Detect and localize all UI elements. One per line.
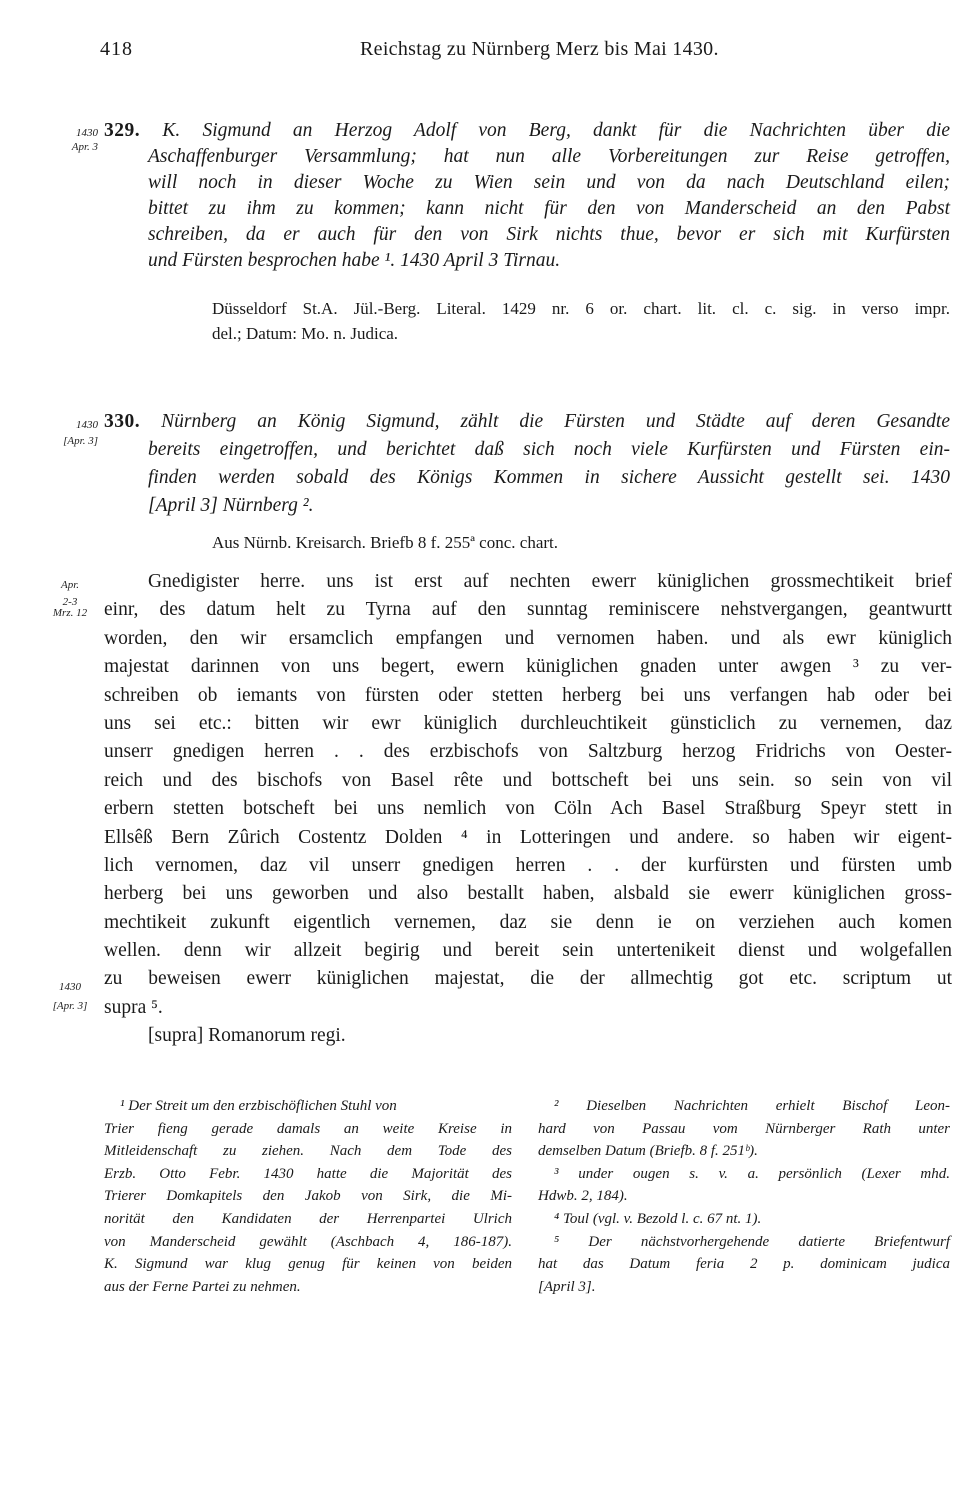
- letter-line: reich und des bischofs von Basel rête und bottscheft bei uns sein. so sein von vil: [104, 769, 952, 791]
- letter-line: einr, des datum helt zu Tyrna auf den sunntag reminiscere nehstvergangen, geantwurtt: [104, 599, 952, 621]
- footnotes-right: [538, 1095, 950, 1298]
- letter-line: lich vernomen, daz vil unserr gnedigen herren . . der kurfürsten und fürsten umb: [104, 854, 952, 876]
- margin-date-330: [Apr. 3]: [63, 435, 98, 447]
- letter-line: zu beweisen ewerr küniglichen majestat, die der allmechtig got etc. scriptum ut: [104, 968, 952, 990]
- footnote-line: ⁴ Toul (vgl. v. Bezold l. c. 67 nt. 1).: [554, 1210, 762, 1227]
- footnote-line: hard von Passau vom Nürnberger Rath unter: [538, 1120, 950, 1137]
- source-line: del.; Datum: Mo. n. Judica.: [212, 324, 399, 343]
- letter-line: uns sei etc.: bitten wir ewr küniglich durchleuchtikeit günsticlich zu vernemen, daz: [104, 712, 952, 734]
- footnote-line: ² Dieselben Nachrichten erhielt Bischof Leon-: [554, 1098, 950, 1114]
- margin-date-letter-bottom: 1430 [Apr. 3]: [52, 981, 88, 1012]
- footnote-line: Mitleidenschaft zu ziehen. Nach dem Tode des: [104, 1143, 512, 1160]
- letter-line: schreiben ob iemants von fürsten oder stetten herberg bei uns verfangen hab oder bei: [104, 684, 952, 706]
- regest-line: bittet zu ihm zu kommen; kann nicht für den von Manderscheid an den Pabst: [148, 198, 950, 219]
- footnote-line: von Manderscheid gewählt (Aschbach 4, 186-187).: [104, 1233, 512, 1250]
- source-line: Aus Nürnb. Kreisarch. Briefb 8 f. 255ª conc. chart.: [212, 533, 559, 552]
- regest-line: und Fürsten besprochen habe ¹. 1430 April 3 Tirnau.: [148, 250, 561, 271]
- source-note-329: [212, 296, 950, 346]
- regest-329: [104, 118, 950, 274]
- regest-line: will noch in dieser Woche zu Wien sein und von da nach Deutschland eilen;: [148, 172, 950, 193]
- regest-330: [104, 408, 950, 520]
- letter-text: [104, 568, 952, 1051]
- footnote-line: K. Sigmund war klug genug für keinen von beiden: [104, 1256, 512, 1273]
- regest-text: K. Sigmund an Herzog Adolf von Berg, dankt für die Nachrichten über die: [162, 120, 951, 141]
- footnote-line: ³ under ougen s. v. a. persönlich (Lexer mhd.: [554, 1165, 950, 1182]
- footnote-line: Trier fieng gerade damals an weite Kreise in: [104, 1120, 512, 1137]
- source-line: Düsseldorf St.A. Jül.-Berg. Literal. 1429 nr. 6 or. chart. lit. cl. c. sig. in verso impr.: [212, 299, 950, 318]
- letter-line: herberg bei uns geworben und also bestallt haben, alsbald sie ewerr küniglichen gross-: [104, 883, 952, 905]
- regest-line: finden werden sobald des Königs Kommen in sichere Aussicht gestellt sei. 1430: [148, 467, 950, 488]
- margin-year-329: 1430: [76, 127, 98, 139]
- margin-date-329: Apr. 3: [71, 141, 98, 153]
- footnote-line: Erzb. Otto Febr. 1430 hatte die Majorität des: [104, 1165, 512, 1182]
- letter-line: worden, den wir ersamclich empfangen und vernomen haben. und als ewr küniglich: [104, 627, 952, 649]
- footnote-line: [April 3].: [538, 1278, 596, 1295]
- margin-date-letter-top: Apr. 2-3 Mrz. 12: [52, 579, 88, 619]
- letter-line: erbern stetten botscheft bei uns nemlich von Cöln Ach Basel Straßburg Speyr stett in: [104, 798, 952, 820]
- running-title: Reichstag zu Nürnberg Merz bis Mai 1430.: [360, 38, 719, 60]
- running-header: [0, 38, 960, 68]
- regest-line: [April 3] Nürnberg ².: [148, 495, 314, 516]
- footnote-line: ¹ Der Streit um den erzbischöflichen Stuhl von: [120, 1098, 397, 1114]
- footnote-line: norität den Kandidaten der Herrenpartei Ulrich: [104, 1210, 512, 1227]
- letter-address: [supra] Romanorum regi.: [148, 1025, 346, 1047]
- letter-line: mechtikeit zukunft eigentlich vernemen, daz sie denn ie on verziehen auch komen: [104, 911, 952, 933]
- footnote-line: ⁵ Der nächstvorhergehende datierte Briefentwurf: [554, 1233, 950, 1250]
- footnotes-left: [104, 1095, 512, 1298]
- letter-line: supra ⁵.: [104, 996, 163, 1018]
- regest-line: Aschaffenburger Versammlung; hat nun alle Vorbereitungen zur Reise getroffen,: [148, 146, 950, 167]
- footnote-line: aus der Ferne Partei zu nehmen.: [104, 1278, 301, 1295]
- footnote-line: demselben Datum (Briefb. 8 f. 251ᵇ).: [538, 1143, 758, 1160]
- footnote-line: hat das Datum feria 2 p. dominicam judica: [538, 1256, 950, 1273]
- footnote-line: Trierer Domkapitels den Jakob von Sirk, die Mi-: [104, 1188, 512, 1205]
- regest-text: Nürnberg an König Sigmund, zählt die Fürsten und Städte auf deren Gesandte: [161, 411, 950, 432]
- source-note-330: [212, 530, 812, 555]
- margin-year-330: 1430: [76, 419, 98, 431]
- letter-line: unserr gnedigen herren . . des erzbischofs von Saltzburg herzog Fridrichs von Oester-: [104, 741, 952, 763]
- document-number: 329.: [104, 120, 141, 141]
- regest-line: bereits eingetroffen, und berichtet daß sich noch viele Kurfürsten und Fürsten ein-: [148, 439, 950, 460]
- letter-line: wellen. denn wir allzeit begirig und bereit sein untertenikeit dienst und wolgefallen: [104, 940, 952, 962]
- page-number: 418: [100, 38, 133, 60]
- letter-line: majestat darinnen von uns begert, ewern küniglichen gnaden unter awgen ³ zu ver-: [104, 656, 952, 678]
- letter-line: Gnedigister herre. uns ist erst auf nechten ewerr küniglichen grossmechtikeit brief: [148, 571, 952, 592]
- document-number: 330.: [104, 411, 141, 432]
- regest-line: schreiben, da er auch für den von Sirk nichts thue, bevor er sich mit Kurfürsten: [148, 224, 950, 245]
- footnote-line: Hdwb. 2, 184).: [538, 1188, 628, 1205]
- regest-line: [104, 408, 950, 436]
- regest-line: [104, 118, 950, 144]
- letter-line: Ellsêß Bern Zûrich Costentz Dolden ⁴ in Lotteringen und andere. so haben wir eigent-: [104, 826, 952, 848]
